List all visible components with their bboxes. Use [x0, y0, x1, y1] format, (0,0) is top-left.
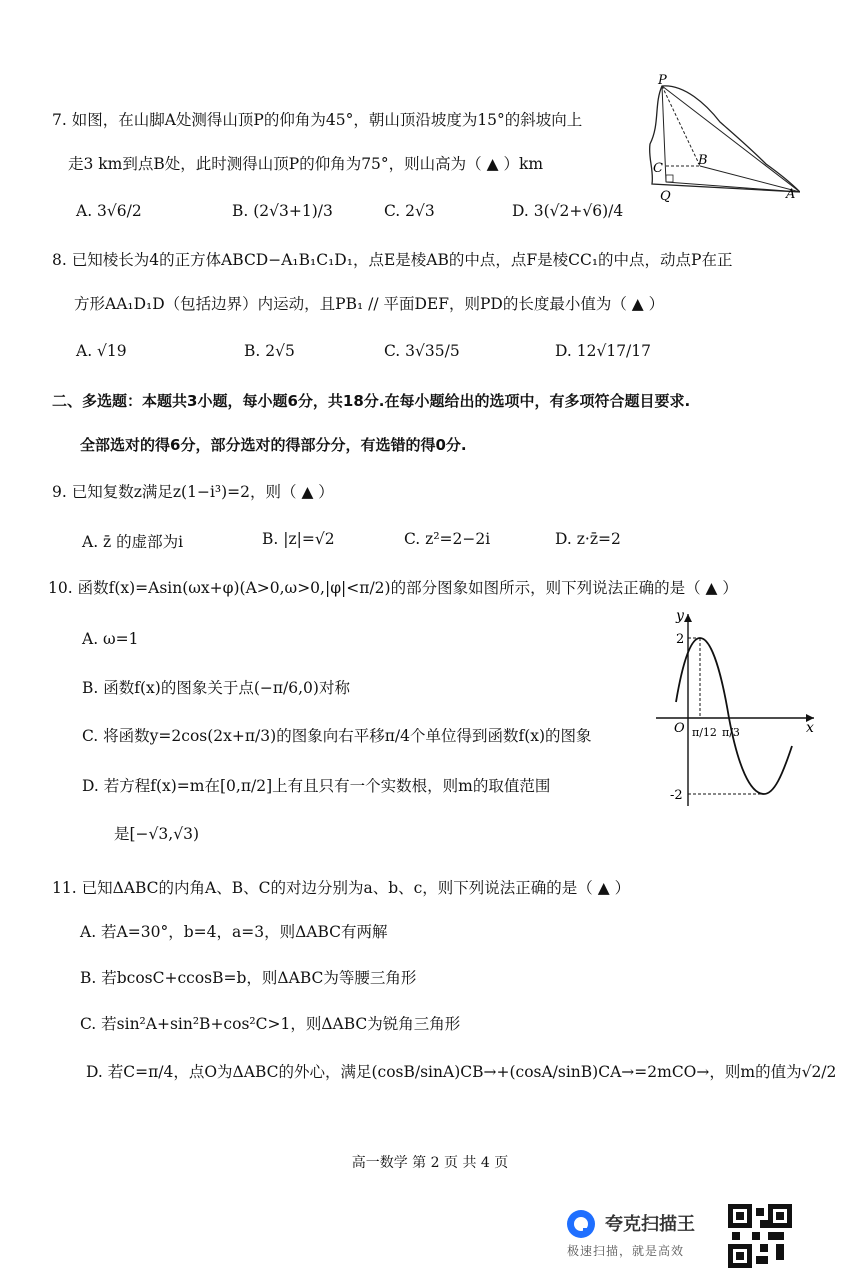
section2-scoring-rule: 全部选对的得6分，部分选对的得部分分，有选错的得0分.: [80, 436, 467, 454]
watermark-tagline: 极速扫描，就是高效: [567, 1244, 685, 1258]
q7-label-q: Q: [660, 189, 671, 204]
q8-option-a: A. √19: [76, 342, 127, 360]
q7-label-p: P: [658, 74, 667, 88]
q10-axis-y-label: y: [676, 608, 684, 624]
q10-sine-graph: [652, 606, 820, 816]
q11-stem: 11. 已知ΔABC的内角A、B、C的对边分别为a、b、c，则下列说法正确的是（ ▲ ）: [52, 879, 631, 897]
q7-stem-line1: 7. 如图，在山脚A处测得山顶P的仰角为45°，朝山顶沿坡度为15°的斜坡向上: [52, 111, 583, 129]
q10-tick-pi-12: π/12: [692, 726, 717, 739]
q8-option-b: B. 2√5: [244, 342, 295, 360]
q9-option-b: B. |z|=√2: [262, 530, 335, 548]
page-footer: 高一数学 第 2 页 共 4 页: [351, 1155, 509, 1171]
q10-option-d: D. 若方程f(x)=m在[0,π/2]上有且只有一个实数根，则m的取值范围: [82, 777, 551, 795]
q8-stem-line2: 方形AA₁D₁D（包括边界）内运动，且PB₁ // 平面DEF，则PD的长度最小值为（ ▲ ）: [74, 295, 665, 313]
q11-option-c: C. 若sin²A+sin²B+cos²C>1，则ΔABC为锐角三角形: [80, 1015, 461, 1033]
q9-stem: 9. 已知复数z满足z(1−i³)=2，则（ ▲ ）: [52, 483, 334, 501]
q7-option-d: D. 3(√2+√6)/4: [512, 202, 624, 220]
q11-option-d: D. 若C=π/4，点O为ΔABC的外心，满足(cosB/sinA)CB→+(cosA/sinB)CA→=2mCO→，则m的值为√2/2: [86, 1063, 837, 1081]
q10-min-label: -2: [670, 788, 683, 803]
q7-label-c: C: [653, 161, 663, 176]
q11-option-b: B. 若bcosC+ccosB=b，则ΔABC为等腰三角形: [80, 969, 417, 987]
q10-option-d-cont: 是[−√3,√3): [114, 825, 199, 843]
q8-stem-line1: 8. 已知棱长为4的正方体ABCD−A₁B₁C₁D₁，点E是棱AB的中点，点F是棱CC₁的中点，动点P在正: [52, 251, 733, 269]
q10-tick-pi-3: π/3: [722, 726, 740, 739]
q7-option-a: A. 3√6/2: [76, 202, 142, 220]
qr-code-icon: [728, 1204, 792, 1268]
q7-stem-line2: 走3 km到点B处，此时测得山顶P的仰角为75°，则山高为（ ▲ ）km: [68, 155, 544, 173]
section2-heading: 二、多选题：本题共3小题，每小题6分，共18分.在每小题给出的选项中，有多项符合题目要求.: [52, 392, 691, 410]
q7-option-c: C. 2√3: [384, 202, 435, 220]
q7-mountain-figure: [640, 74, 800, 204]
quark-logo-icon: [565, 1208, 597, 1240]
q10-max-label: 2: [676, 632, 685, 647]
q8-option-c: C. 3√35/5: [384, 342, 460, 360]
q9-option-c: C. z²=2−2i: [404, 530, 491, 548]
q10-option-c: C. 将函数y=2cos(2x+π/3)的图象向右平移π/4个单位得到函数f(x)的图象: [82, 727, 592, 745]
q9-option-a: A. z̄ 的虚部为i: [82, 533, 184, 551]
q9-option-d: D. z·z̄=2: [555, 530, 621, 548]
q7-label-b: B: [698, 153, 708, 168]
q8-option-d: D. 12√17/17: [555, 342, 651, 360]
q10-origin-label: O: [674, 721, 685, 736]
watermark-brand-name: 夸克扫描王: [605, 1214, 695, 1235]
q10-option-a: A. ω=1: [82, 630, 139, 648]
q11-option-a: A. 若A=30°，b=4，a=3，则ΔABC有两解: [80, 923, 388, 941]
q10-option-b: B. 函数f(x)的图象关于点(−π/6,0)对称: [82, 679, 350, 697]
q10-axis-x-label: x: [806, 720, 814, 736]
q10-stem: 10. 函数f(x)=Asin(ωx+φ)(A>0,ω>0,|φ|<π/2)的部分图象如图所示，则下列说法正确的是（ ▲ ）: [48, 579, 738, 597]
q7-label-a: A: [786, 187, 796, 202]
q7-option-b: B. (2√3+1)/3: [232, 202, 333, 220]
